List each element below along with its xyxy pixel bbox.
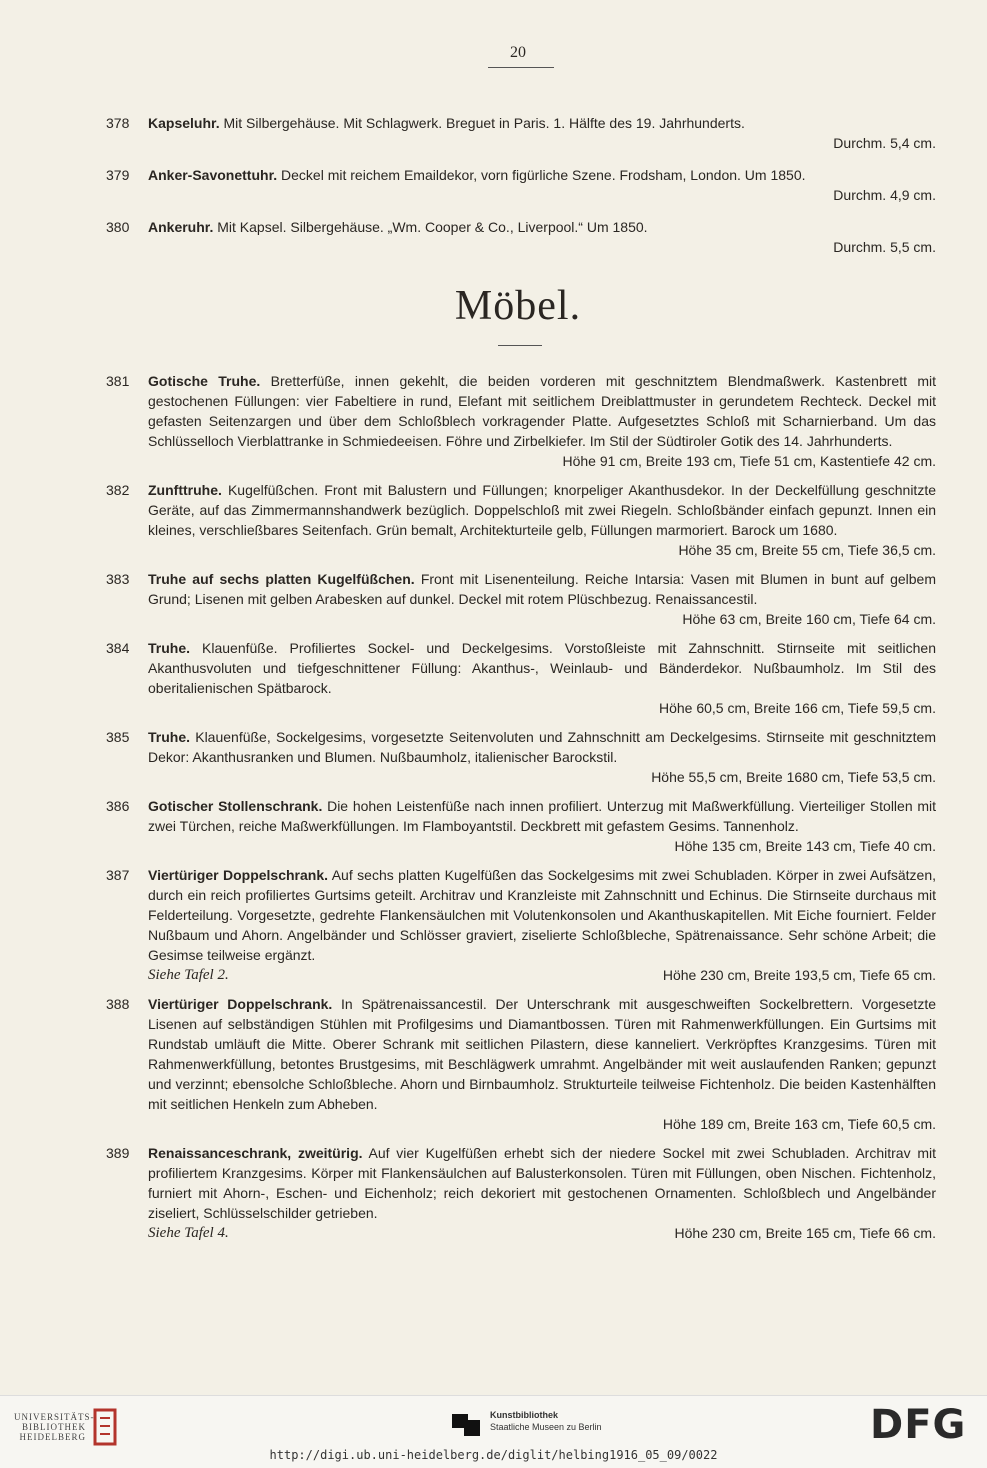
entry-body [148,113,936,153]
entry-measurements: Höhe 60,5 cm, Breite 166 cm, Tiefe 59,5 cm. [658,700,936,716]
catalog-entry [106,865,936,985]
entry-title: Renaissanceschrank, zweitürig. [148,1145,363,1161]
entry-number: 378 [106,115,130,131]
watch-entries [106,113,936,269]
furniture-entries [106,371,936,1252]
catalog-entry [106,994,936,1134]
entry-number: 387 [106,867,130,883]
footer-bar [0,1395,987,1468]
entry-description: Auf sechs platten Kugelfüßen das Sockelgesims mit zwei Schubladen. Körper in zwei Aufsätzen, durch ein reich profiliertes Gurtsims geteilt. Architrav und Kranzleiste mit Zahnschnitt und Echinus. Die Stirnseite durchaus mit Felderteilung. Vorgesetzte, gedrehte Flankensäulchen mit Volutenkonsolen und Akanthuskapitellen. Mit Eiche fourniert. Felder Nußbaum und Ahorn. Angelbänder und Schlösser graviert, ziselierte Schloßbleche, Spätrenaissance. Sehr schöne Arbeit; die Gesimse teilweise ergänzt. [148,867,936,963]
entry-number: 389 [106,1145,130,1161]
university-library-logo[interactable] [14,1412,95,1442]
entry-description: Klauenfüße, Sockelgesims, vorgesetzte Seitenvoluten und Zahnschnitt am Deckelgesims. Stirnseite mit geschnitztem Dekor: Akanthusranken und Blumen. Nußbaumholz, italienischer Barockstil. [148,729,936,765]
entry-body [148,796,936,856]
entry-title: Zunfttruhe. [148,482,222,498]
entry-description: Kugelfüßchen. Front mit Balustern und Füllungen; knorpeliger Akanthusdekor. In der Deckelfüllung geschnitzte Geräte, auf das Zimmermannshandwerk bezüglich. Doppelschloß mit zwei Riegeln. Schloßbänder einfach gepunzt. Innen ein kleines, verschließbares Seitenfach. Grün bemalt, Architekturteile gelb, Füllungen marmoriert. Barock um 1680. [148,482,936,538]
page-number: 20 [510,44,526,61]
catalog-entry [106,796,936,856]
entry-description: Deckel mit reichem Emaildekor, vorn figürliche Szene. Frodsham, London. Um 1850. [281,167,806,183]
entry-title: Anker-Savonettuhr. [148,167,278,183]
entry-measurements: Durchm. 5,5 cm. [833,239,936,255]
entry-measurements: Höhe 135 cm, Breite 143 cm, Tiefe 40 cm. [674,838,936,854]
entry-body [148,480,936,560]
kunstbibliothek-label[interactable] [490,1409,602,1433]
entry-number: 382 [106,482,130,498]
entry-number: 384 [106,640,130,656]
entry-measurements: Höhe 230 cm, Breite 193,5 cm, Tiefe 65 cm. [662,967,936,983]
entry-body [148,727,936,787]
entry-description: Bretterfüße, innen gekehlt, die beiden vorderen mit geschnitztem Blendmaßwerk. Kastenbrett mit gestochenen Füllungen: vier Fabeltiere in rund, Elefant mit seitlichem Dreiblattmuster in gerundetem Rechteck. Deckel mit gefasten Seitenzargen und über dem Schloßblech vorkragender Platte. Aufgesetztes Schloß mit Scharnierband. Um das Schlüsselloch Vierblattranke in Schmiedeeisen. Föhre und Zirbelkiefer. Im Stil der Südtiroler Gotik des 14. Jahrhunderts. [148,373,936,449]
entry-description: Mit Silbergehäuse. Mit Schlagwerk. Breguet in Paris. 1. Hälfte des 19. Jahrhunderts. [223,115,745,131]
entry-title: Kapseluhr. [148,115,220,131]
entry-description: Front mit Lisenenteilung. Reiche Intarsia: Vasen mit Blumen in bunt auf gelbem Grund; Lisenen mit gelben Arabesken auf dunkel. Deckel mit rotem Plüschbezug. Renaissancestil. [148,571,937,607]
catalog-entry [106,165,936,205]
entry-measurements: Höhe 189 cm, Breite 163 cm, Tiefe 60,5 cm. [662,1116,936,1132]
entry-body [148,865,936,985]
catalog-entry [106,638,936,718]
uni-line2: BIBLIOTHEK [22,1422,86,1432]
entry-measurements: Durchm. 5,4 cm. [833,135,936,151]
entry-body [148,165,936,205]
catalog-entry [106,371,936,471]
uni-line1: UNIVERSITÄTS- [14,1412,95,1422]
entry-description: Mit Kapsel. Silbergehäuse. „Wm. Cooper & Co., Liverpool.“ Um 1850. [217,219,648,235]
catalog-entry [106,113,936,153]
catalog-entry [106,569,936,629]
entry-measurements: Höhe 35 cm, Breite 55 cm, Tiefe 36,5 cm. [678,542,936,558]
entry-body [148,371,936,471]
kunstbibliothek-logo-icon [452,1414,480,1436]
entry-body [148,994,936,1134]
entry-description: Auf vier Kugelfüßen erhebt sich der niedere Sockel mit zwei Schubladen. Architrav mit profiliertem Kranzgesims. Körper mit Flankensäulchen auf Balusterkonsolen. Türen mit Füllungen, oben Nischen. Fichtenholz, furniert mit Ahorn-, Eschen- und Eichenholz; reich dekoriert mit gestochenen Ornamenten. Schloßblech und Angelbänder ziseliert, Schlüsselschilder getrieben. [148,1145,937,1221]
entry-body [148,638,936,718]
entry-title: Ankeruhr. [148,219,214,235]
kb-subtitle: Staatliche Museen zu Berlin [490,1422,602,1432]
entry-number: 381 [106,373,130,389]
university-emblem-icon [92,1408,118,1446]
section-title-rule [498,345,542,346]
entry-body [148,569,936,629]
plate-reference: Siehe Tafel 2. [148,967,229,983]
kb-title: Kunstbibliothek [490,1410,558,1420]
catalog-entry [106,217,936,257]
catalog-entry [106,480,936,560]
entry-description: In Spätrenaissancestil. Der Unterschrank mit ausgeschweiften Sockelbrettern. Vorgesetzte Lisenen auf selbständigen Stühlen mit Profilgesims und Diamantbossen. Türen mit Rahmenwerkfüllungen. Ein Gurtsims mit Rundstab umläuft die Mitte. Oberer Schrank mit seitlichen Pilastern, diese kanneliert. Verkröpftes Kranzgesims. Türen mit Rahmenwerkfüllung, betontes Brustgesims, mit Beschlägwerk umrahmt. Angelbänder mit weit auslaufenden Ranken; gepunzt und verzinnt; ebensolche Schloßbleche. Ahorn und Birnbaumholz. Strukturteile teilweise Fichtenholz. Die beiden Kastenhälften mit seitlichen Henkeln zum Abheben. [148,996,936,1112]
entry-title: Viertüriger Doppelschrank. [148,996,333,1012]
entry-measurements: Höhe 91 cm, Breite 193 cm, Tiefe 51 cm, Kastentiefe 42 cm. [562,453,936,469]
uni-line3: HEIDELBERG [19,1432,86,1442]
page-url[interactable]: http://digi.ub.uni-heidelberg.de/diglit/helbing1916_05_09/0022 [269,1448,718,1462]
entry-body [148,217,936,257]
entry-body [148,1143,936,1243]
section-title: Möbel. [454,283,582,329]
entry-title: Viertüriger Doppelschrank. [148,867,329,883]
catalog-entry [106,727,936,787]
entry-measurements: Durchm. 4,9 cm. [833,187,936,203]
entry-title: Gotische Truhe. [148,373,261,389]
entry-number: 388 [106,996,130,1012]
entry-measurements: Höhe 55,5 cm, Breite 1680 cm, Tiefe 53,5 cm. [651,769,936,785]
entry-description: Die hohen Leistenfüße nach innen profiliert. Unterzug mit Maßwerkfüllung. Vierteiliger Stollen mit zwei Türchen, reiche Maßwerkfüllungen. Im Flamboyantstil. Deckbrett mit gefastem Gesims. Tannenholz. [148,798,937,834]
entry-number: 386 [106,798,130,814]
entry-title: Truhe. [148,729,191,745]
entry-number: 383 [106,571,130,587]
entry-measurements: Höhe 230 cm, Breite 165 cm, Tiefe 66 cm. [674,1225,936,1241]
entry-title: Truhe auf sechs platten Kugelfüßchen. [148,571,415,587]
dfg-logo[interactable]: DFG [870,1402,967,1448]
entry-measurements: Höhe 63 cm, Breite 160 cm, Tiefe 64 cm. [682,611,936,627]
entry-number: 385 [106,729,130,745]
entry-description: Klauenfüße. Profiliertes Sockel- und Deckelgesims. Vorstoßleiste mit Zahnschnitt. Stirnseite mit seitlichen Akanthusvoluten und tiefgeschnittener Füllung: Akanthus-, Weinlaub- und Bänderdekor. Nußbaumholz. Im Stil des oberitalienischen Spätbarock. [148,640,937,696]
plate-reference: Siehe Tafel 4. [148,1225,229,1241]
page-number-rule [488,67,554,68]
entry-number: 380 [106,219,130,235]
catalog-entry [106,1143,936,1243]
entry-number: 379 [106,167,130,183]
entry-title: Truhe. [148,640,191,656]
entry-title: Gotischer Stollenschrank. [148,798,323,814]
